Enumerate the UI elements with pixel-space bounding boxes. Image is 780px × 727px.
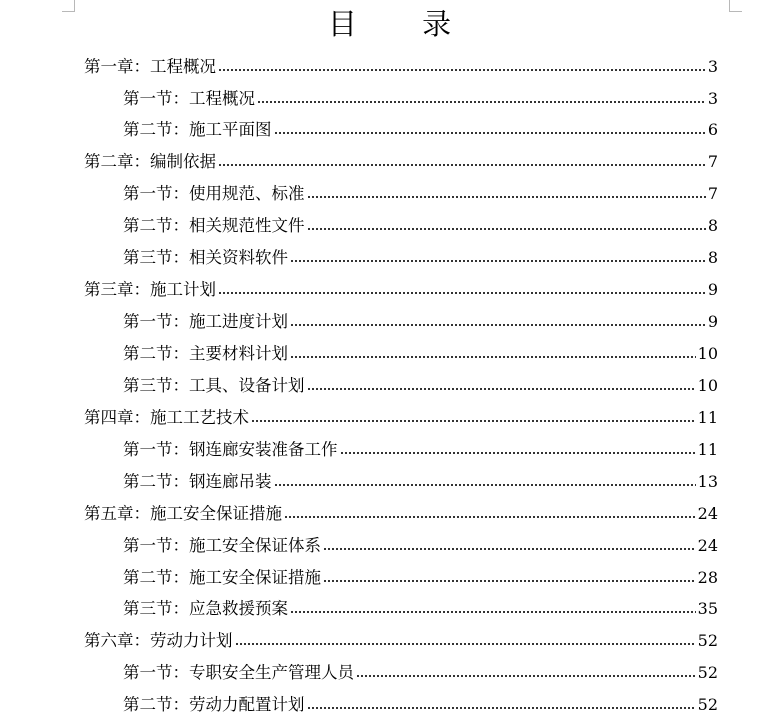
dot-leader [274, 484, 696, 486]
toc-entry-page: 10 [697, 344, 718, 363]
dot-leader [218, 164, 706, 166]
toc-entry-label: 第一节：使用规范、标准 [123, 184, 305, 203]
toc-entry-page: 11 [697, 408, 718, 427]
toc-entry-label: 第一节：专职安全生产管理人员 [123, 663, 354, 682]
toc-entry-section[interactable] [123, 307, 718, 337]
toc-entry-label: 第二节：劳动力配置计划 [123, 695, 305, 714]
toc-title: 目 录 [327, 7, 480, 41]
toc-entry-label: 第二节：主要材料计划 [123, 344, 288, 363]
toc-entry-chapter[interactable] [84, 52, 718, 82]
toc-entry-chapter[interactable] [84, 499, 718, 529]
dot-leader [257, 101, 706, 103]
toc-entry-label: 第五章：施工安全保证措施 [84, 504, 282, 523]
toc-entry-page: 11 [697, 440, 718, 459]
dot-leader [323, 548, 696, 550]
toc-entry-section[interactable] [123, 531, 718, 561]
toc-entry-label: 第二节：钢连廊吊装 [123, 472, 272, 491]
toc-entry-section[interactable] [123, 115, 718, 145]
toc-entry-page: 6 [707, 120, 718, 139]
toc-entry-section[interactable] [123, 658, 718, 688]
toc-entry-page: 52 [697, 631, 718, 650]
toc-entry-label: 第一节：施工进度计划 [123, 312, 288, 331]
toc-entry-page: 52 [697, 663, 718, 682]
toc-entry-section[interactable] [123, 563, 718, 593]
toc-entry-label: 第三节：应急救援预案 [123, 599, 288, 618]
toc-entry-section[interactable] [123, 435, 718, 465]
dot-leader [356, 675, 696, 677]
dot-leader [290, 260, 706, 262]
toc-entry-label: 第二章：编制依据 [84, 152, 216, 171]
toc-entry-page: 52 [697, 695, 718, 714]
toc-entry-page: 35 [697, 599, 718, 618]
dot-leader [340, 452, 696, 454]
toc-entry-page: 3 [707, 89, 718, 108]
toc-entry-section[interactable] [123, 690, 718, 720]
dot-leader [307, 707, 696, 709]
toc-entry-page: 13 [697, 472, 718, 491]
toc-entry-page: 7 [707, 152, 718, 171]
toc-entry-label: 第一节：工程概况 [123, 89, 255, 108]
toc-entry-page: 28 [697, 568, 718, 587]
toc-entry-label: 第一章：工程概况 [84, 57, 216, 76]
dot-leader [307, 196, 706, 198]
toc-entry-label: 第一节：施工安全保证体系 [123, 536, 321, 555]
toc-entry-page: 8 [707, 248, 718, 267]
toc-entry-page: 24 [697, 504, 718, 523]
toc-entry-chapter[interactable] [84, 275, 718, 305]
dot-leader [307, 388, 696, 390]
toc-entry-label: 第六章：劳动力计划 [84, 631, 233, 650]
dot-leader [323, 580, 696, 582]
toc-entry-label: 第四章：施工工艺技术 [84, 408, 249, 427]
dot-leader [218, 292, 706, 294]
dot-leader [290, 611, 696, 613]
toc-entry-page: 9 [707, 280, 718, 299]
dot-leader [307, 228, 706, 230]
toc-entry-page: 8 [707, 216, 718, 235]
toc-entry-section[interactable] [123, 594, 718, 624]
toc-entry-section[interactable] [123, 371, 718, 401]
toc-entry-label: 第三章：施工计划 [84, 280, 216, 299]
toc-entry-chapter[interactable] [84, 626, 718, 656]
toc-entry-chapter[interactable] [84, 147, 718, 177]
dot-leader [284, 516, 696, 518]
toc-entry-page: 9 [707, 312, 718, 331]
toc-entry-section[interactable] [123, 84, 718, 114]
toc-entry-section[interactable] [123, 243, 718, 273]
toc-entry-section[interactable] [123, 179, 718, 209]
toc-entry-chapter[interactable] [84, 403, 718, 433]
toc-entry-label: 第三节：相关资料软件 [123, 248, 288, 267]
toc-entry-page: 10 [697, 376, 718, 395]
toc-entry-page: 7 [707, 184, 718, 203]
toc-entry-label: 第三节：工具、设备计划 [123, 376, 305, 395]
toc-entry-section[interactable] [123, 339, 718, 369]
toc-entry-page: 24 [697, 536, 718, 555]
dot-leader [218, 69, 706, 71]
dot-leader [290, 356, 696, 358]
toc-entry-section[interactable] [123, 211, 718, 241]
toc-entry-page: 3 [707, 57, 718, 76]
toc-entry-label: 第二节：施工平面图 [123, 120, 272, 139]
dot-leader [290, 324, 706, 326]
toc-entry-section[interactable] [123, 467, 718, 497]
toc-entry-label: 第二节：相关规范性文件 [123, 216, 305, 235]
dot-leader [251, 420, 696, 422]
toc-entry-label: 第二节：施工安全保证措施 [123, 568, 321, 587]
dot-leader [274, 132, 706, 134]
dot-leader [235, 643, 696, 645]
toc-entry-label: 第一节：钢连廊安装准备工作 [123, 440, 338, 459]
